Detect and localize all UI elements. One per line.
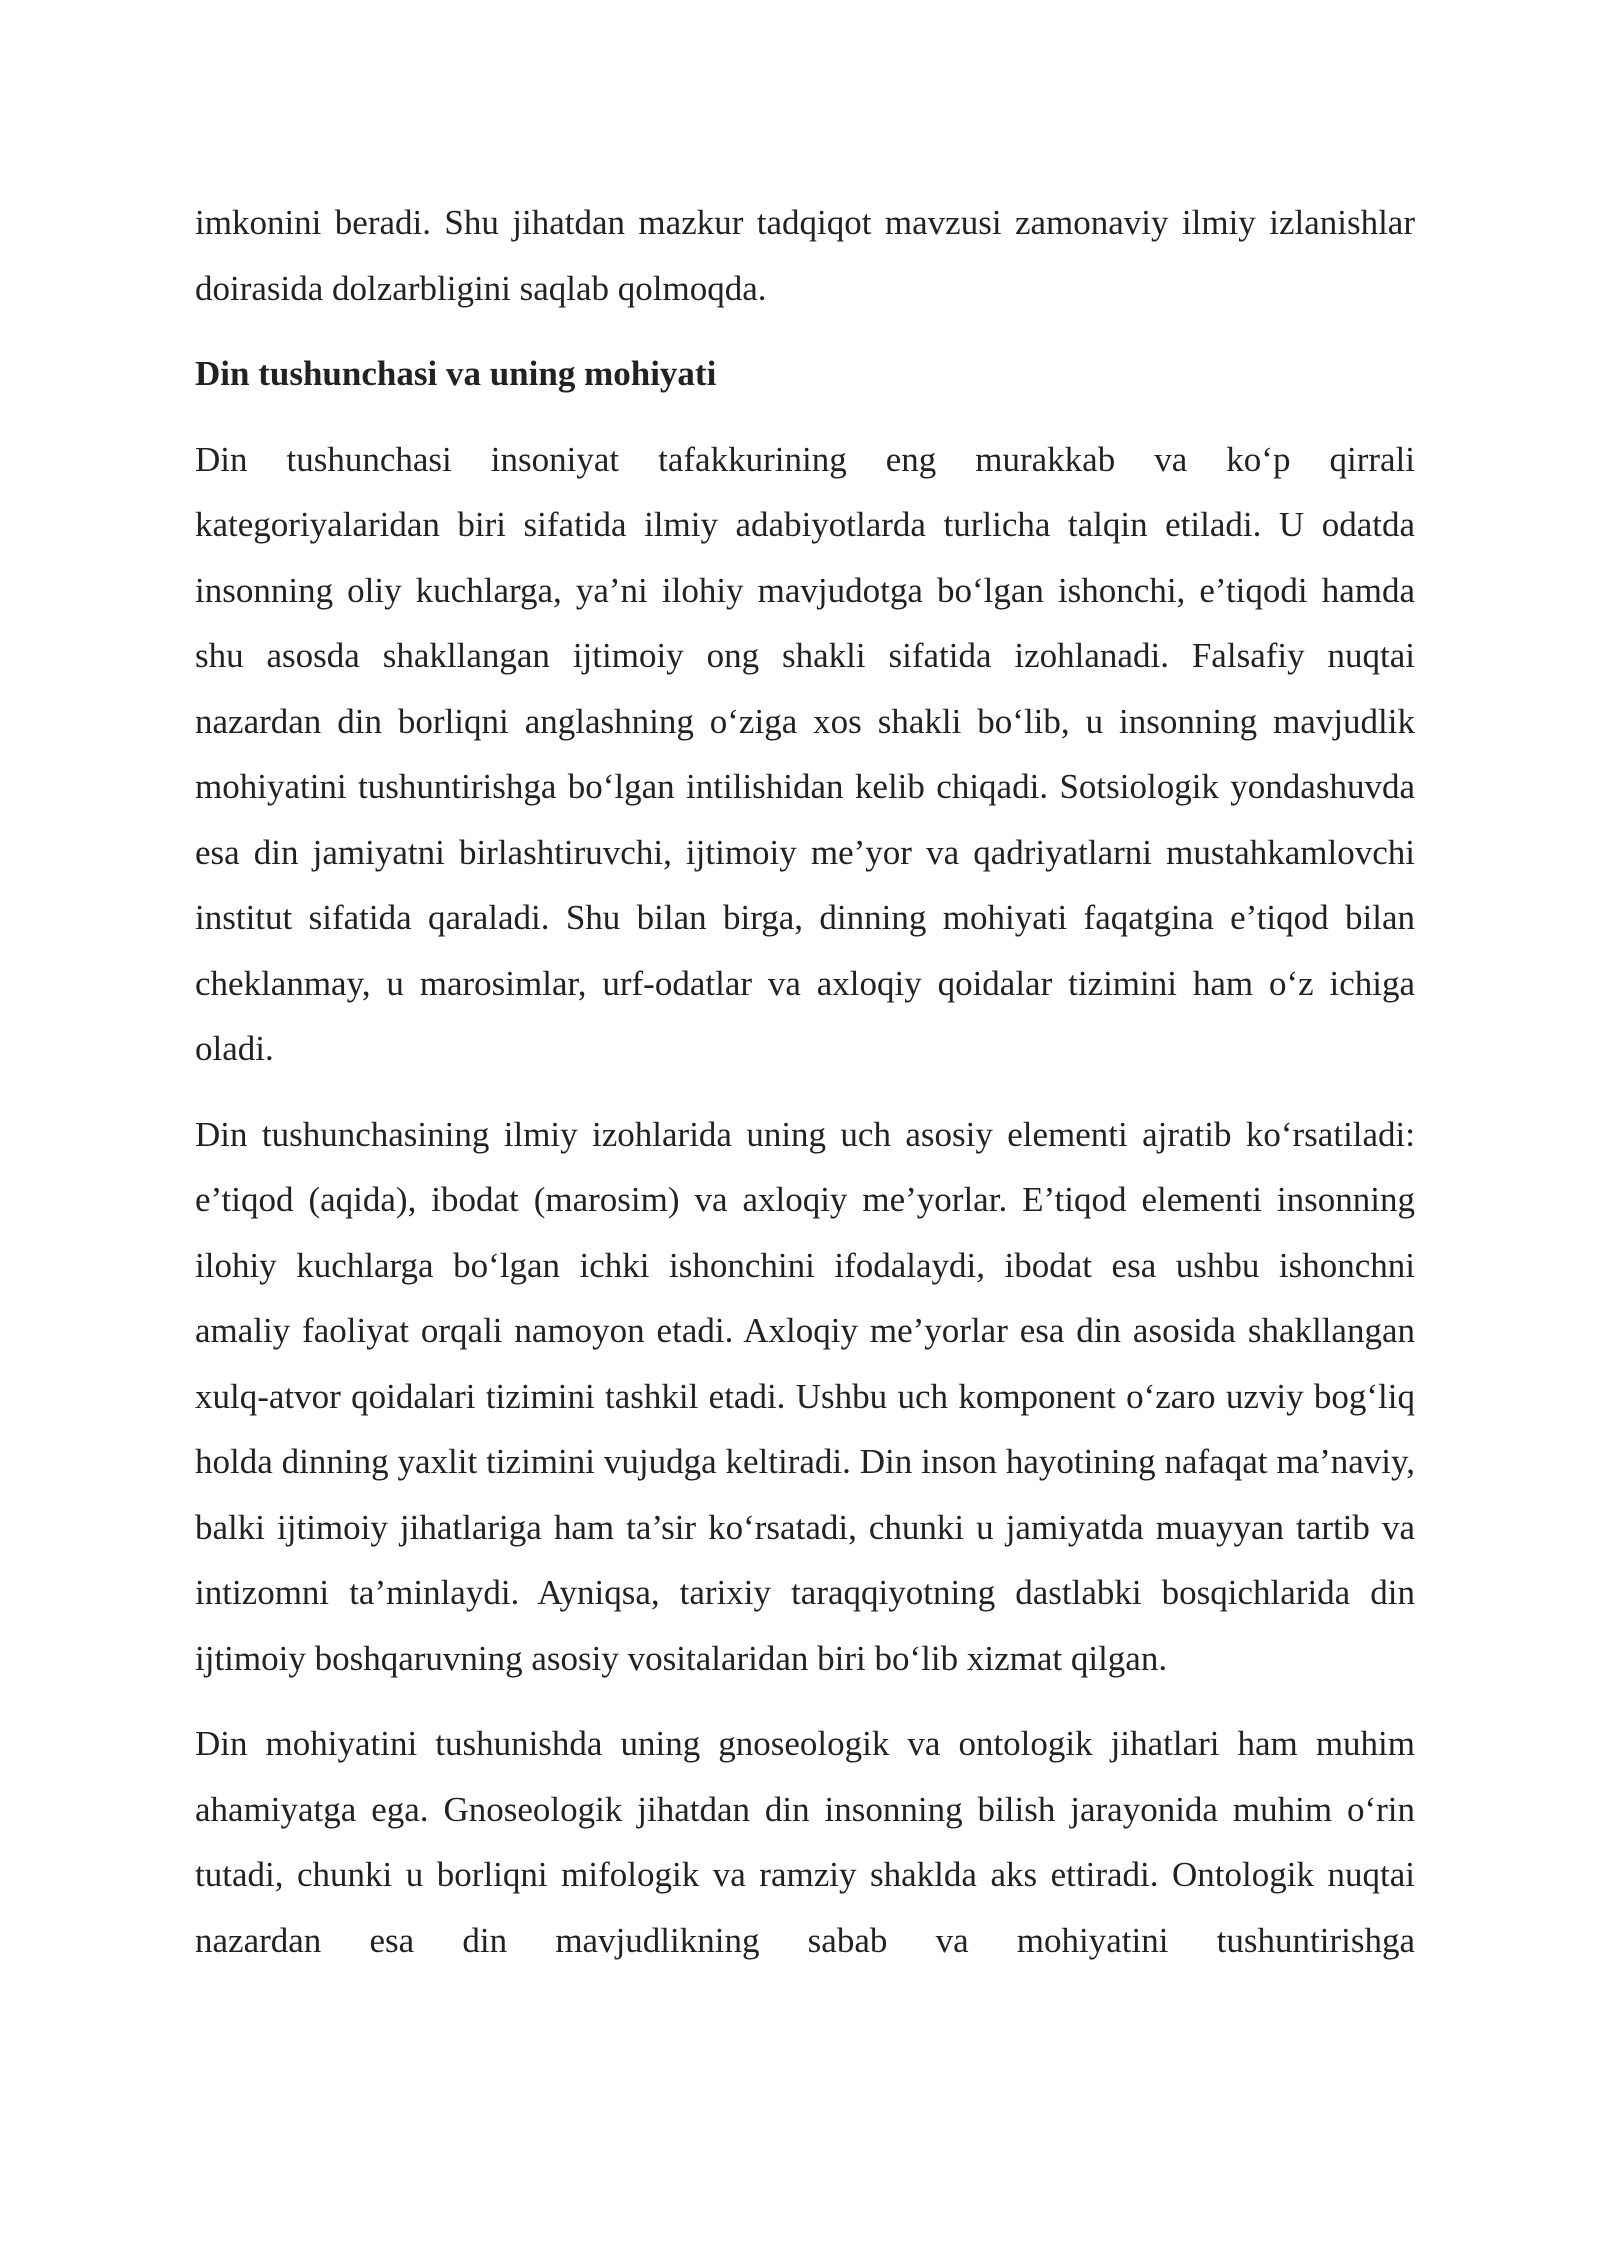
body-paragraph-2: Din tushunchasining ilmiy izohlarida uning uch asosiy elementi ajratib ko‘rsatiladi: e’tiqod (aqida), ibodat (marosim) va axloqiy me’yorlar. E’tiqod elementi insonning ilohiy kuchlarga bo‘lgan ichki ishonchini ifodalaydi, ibodat esa ushbu ishonchni amaliy faoliyat orqali namoyon etadi. Axloqiy me’yorlar esa din asosida shakllangan xulq-atvor qoidalari tizimini tashkil etadi. Ushbu uch komponent o‘zaro uzviy bog‘liq holda dinning yaxlit tizimini vujudga keltiradi. Din inson hayotining nafaqat ma’naviy, balki ijtimoiy jihatlariga ham ta’sir ko‘rsatadi, chunki u jamiyatda muayyan tartib va intizomni ta’minlaydi. Ayniqsa, tarixiy taraqqiyotning dastlabki bosqichlarida din ijtimoiy boshqaruvning asosiy vositalaridan biri bo‘lib xizmat qilgan.: [195, 1114, 1415, 1678]
intro-paragraph: imkonini beradi. Shu jihatdan mazkur tadqiqot mavzusi zamonaviy ilmiy izlanishlar doirasida dolzarbligini saqlab qolmoqda.: [195, 203, 1415, 308]
body-paragraph-3: Din mohiyatini tushunishda uning gnoseologik va ontologik jihatlari ham muhim ahamiyatga ega. Gnoseologik jihatdan din insonning bilish jarayonida muhim o‘rin tutadi, chunki u borliqni mifologik va ramziy shaklda aks ettiradi. Ontologik nuqtai nazardan esa din mavjudlikning sabab va mohiyatini tushuntirishga: [195, 1724, 1415, 1960]
page-content: [195, 190, 1415, 1993]
body-paragraph-1: Din tushunchasi insoniyat tafakkurining eng murakkab va ko‘p qirrali kategoriyalaridan biri sifatida ilmiy adabiyotlarda turlicha talqin etiladi. U odatda insonning oliy kuchlarga, ya’ni ilohiy mavjudotga bo‘lgan ishonchi, e’tiqodi hamda shu asosda shakllangan ijtimoiy ong shakli sifatida izohlanadi. Falsafiy nuqtai nazardan din borliqni anglashning o‘ziga xos shakli bo‘lib, u insonning mavjudlik mohiyatini tushuntirishga bo‘lgan intilishidan kelib chiqadi. Sotsiologik yondashuvda esa din jamiyatni birlashtiruvchi, ijtimoiy me’yor va qadriyatlarni mustahkamlovchi institut sifatida qaraladi. Shu bilan birga, dinning mohiyati faqatgina e’tiqod bilan cheklanmay, u marosimlar, urf-odatlar va axloqiy qoidalar tizimini ham o‘z ichiga oladi.: [195, 439, 1415, 1068]
section-heading: Din tushunchasi va uning mohiyati: [195, 354, 717, 393]
